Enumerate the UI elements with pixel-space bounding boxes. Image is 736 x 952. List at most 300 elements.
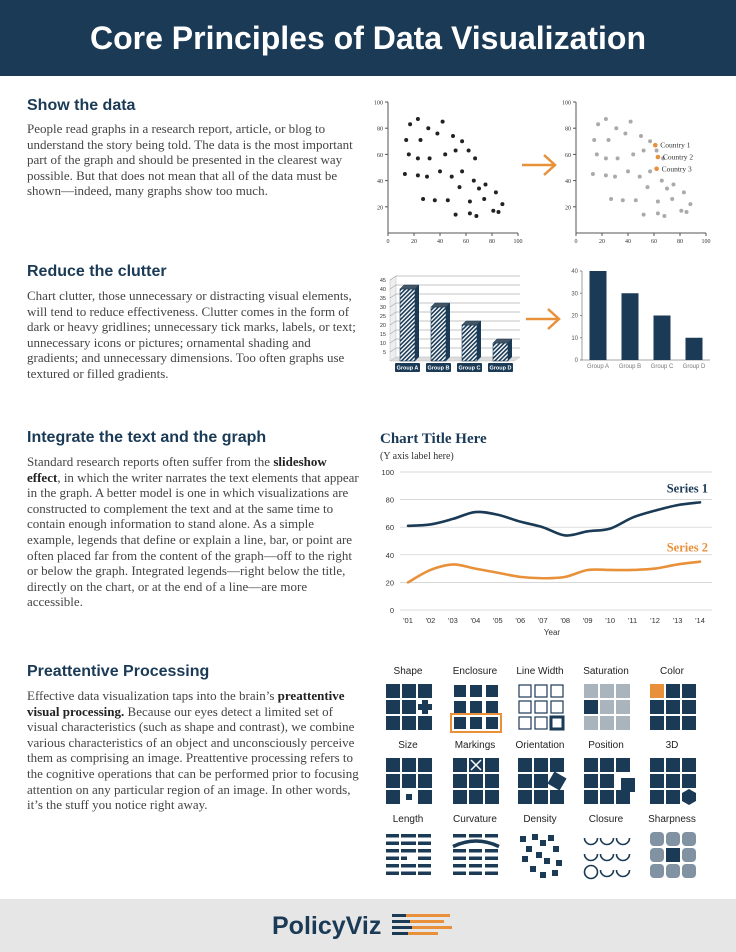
- data-point: [642, 213, 646, 217]
- x-tick-label: 100: [513, 239, 523, 245]
- open-circle: [585, 854, 598, 861]
- preattentive-label: Saturation: [583, 666, 629, 677]
- data-point: [607, 138, 611, 142]
- bar: [401, 834, 416, 838]
- square: [386, 700, 400, 714]
- y-tick-label: 40: [565, 179, 571, 186]
- y-tick-label: 30: [379, 305, 386, 311]
- cluttered-3d-bar-chart: [366, 268, 526, 380]
- outlined-square: [551, 685, 563, 697]
- square: [584, 684, 598, 698]
- square: [600, 700, 614, 714]
- bar: [386, 849, 399, 853]
- x-tick-label: 0: [386, 239, 390, 245]
- bar: [485, 872, 498, 876]
- dot: [536, 852, 542, 858]
- dot: [540, 840, 546, 846]
- section-title-reduce-clutter: Reduce the clutter: [27, 263, 167, 280]
- square: [666, 790, 680, 804]
- data-point: [416, 173, 420, 177]
- policyviz-logo: PolicyViz: [272, 912, 382, 940]
- bar: [418, 849, 431, 853]
- data-point: [454, 148, 458, 152]
- data-point: [604, 173, 608, 177]
- data-point: [438, 169, 442, 173]
- open-circle: [601, 838, 614, 845]
- section-title-show-data: Show the data: [27, 97, 136, 114]
- y-tick-label: 80: [377, 126, 383, 133]
- square: [682, 758, 696, 772]
- x-tick-label: '01: [403, 616, 413, 625]
- highlighted-point: [656, 155, 661, 160]
- data-point: [472, 179, 476, 183]
- preattentive-label: Line Width: [516, 666, 564, 677]
- x-tick-label: '08: [560, 616, 571, 625]
- data-point: [428, 156, 432, 160]
- y-tick-label: 45: [379, 278, 386, 284]
- bar: [453, 849, 466, 853]
- highlighted-point: [654, 167, 659, 172]
- data-point: [425, 175, 429, 179]
- data-point: [616, 156, 620, 160]
- preattentive-cell-shape: [386, 666, 432, 730]
- data-point: [672, 183, 676, 187]
- square: [550, 758, 564, 772]
- open-circle: [585, 838, 598, 845]
- square: [486, 701, 498, 713]
- preattentive-label: Orientation: [515, 740, 565, 751]
- blurred-square: [682, 848, 696, 862]
- square: [600, 774, 614, 788]
- data-point: [682, 190, 686, 194]
- square: [454, 717, 466, 729]
- x-tick-label: '07: [537, 616, 548, 625]
- square: [584, 758, 598, 772]
- x-tick-label: '06: [515, 616, 526, 625]
- bar: [485, 857, 498, 861]
- bar: [401, 864, 416, 868]
- bar: [386, 857, 399, 861]
- data-point: [454, 213, 458, 217]
- bar: [469, 834, 482, 838]
- bar: [386, 872, 399, 876]
- square: [453, 758, 467, 772]
- y-tick-label: 25: [379, 314, 386, 320]
- square: [402, 684, 416, 698]
- square: [650, 758, 664, 772]
- dot: [556, 860, 562, 866]
- dot: [530, 866, 536, 872]
- data-point: [595, 152, 599, 156]
- data-point: [491, 209, 495, 213]
- y-tick-label: 5: [382, 350, 386, 356]
- square: [666, 716, 680, 730]
- data-point: [639, 134, 643, 138]
- open-circle: [601, 870, 614, 877]
- square: [550, 790, 564, 804]
- square: [485, 790, 499, 804]
- square: [616, 684, 630, 698]
- square: [534, 758, 548, 772]
- data-point: [656, 211, 660, 215]
- chart-subtitle: (Y axis label here): [380, 451, 454, 462]
- square: [584, 700, 598, 714]
- x-tick-label: 60: [651, 239, 657, 245]
- bar: [453, 834, 466, 838]
- x-tick-label: 80: [677, 239, 683, 245]
- y-tick-label: 100: [374, 100, 383, 107]
- bar: [418, 834, 431, 838]
- square: [666, 700, 680, 714]
- bar: [418, 872, 431, 876]
- data-point: [460, 139, 464, 143]
- square: [650, 774, 664, 788]
- square: [682, 716, 696, 730]
- page-title: Core Principles of Data Visualization: [90, 20, 646, 56]
- square: [518, 758, 532, 772]
- bar-front: [493, 343, 508, 361]
- x-tick-label: '13: [672, 616, 683, 625]
- bar: [386, 834, 399, 838]
- bar: [453, 872, 466, 876]
- legend-label: Country 1: [660, 140, 691, 150]
- bar-front: [462, 325, 477, 361]
- square: [454, 701, 466, 713]
- data-point: [614, 126, 618, 130]
- preattentive-label: Length: [392, 814, 424, 825]
- data-point: [484, 183, 488, 187]
- preattentive-label: Closure: [588, 814, 624, 825]
- bar: [401, 872, 416, 876]
- data-point: [500, 202, 504, 206]
- bar-side: [477, 321, 481, 361]
- preattentive-cell-curvature: [453, 814, 499, 875]
- square: [453, 774, 467, 788]
- data-point: [419, 138, 423, 142]
- preattentive-label: Markings: [454, 740, 496, 751]
- blurred-square: [650, 832, 664, 846]
- bar: [418, 864, 431, 868]
- preattentive-attributes-grid: [370, 660, 730, 885]
- arrow-icon: [520, 150, 560, 180]
- rotated-square: [547, 771, 566, 790]
- square: [418, 684, 432, 698]
- y-tick-label: 60: [565, 152, 571, 159]
- data-point: [655, 148, 659, 152]
- preattentive-cell-sharpness: [648, 814, 696, 878]
- category-label: Group D: [682, 364, 706, 370]
- x-tick-label: '02: [425, 616, 436, 625]
- data-point: [477, 186, 481, 190]
- square: [616, 758, 630, 772]
- square: [682, 684, 696, 698]
- x-tick-label: '12: [650, 616, 660, 625]
- square: [518, 774, 532, 788]
- data-point: [648, 139, 652, 143]
- cluttered-scatter-chart: [368, 95, 528, 245]
- square: [616, 700, 630, 714]
- data-point: [613, 175, 617, 179]
- section-body-integrate: Standard research reports often suffer from the slideshow effect, in which the writer narrates the text elements that appear in the graph. A better model is one in which visualizations are constructed to complement the text and at the same time to contain enough information to stand alone. As a simple example, legends that define or explain a line, bar, or point are often placed far from the content of the graph—off to the right or below the graph. Integrated legends—right below the title, directly on the chart, or at the end of a line—are more accessible.: [27, 454, 359, 610]
- x-tick-label: 20: [411, 239, 417, 245]
- dot: [520, 836, 526, 842]
- square: [469, 790, 483, 804]
- square: [402, 700, 416, 714]
- y-tick-label: 20: [565, 205, 571, 212]
- preattentive-cell-markings: [453, 740, 499, 804]
- square: [486, 717, 498, 729]
- data-point: [441, 120, 445, 124]
- preattentive-cell-3d: [650, 740, 696, 805]
- square: [666, 774, 680, 788]
- bar: [485, 864, 498, 868]
- preattentive-label: Density: [523, 814, 557, 825]
- clean-bar-chart: [560, 262, 720, 376]
- square: [600, 758, 614, 772]
- bar-front: [431, 307, 446, 361]
- preattentive-cell-position: [584, 740, 635, 804]
- y-tick-label: 15: [379, 332, 386, 338]
- outlined-square: [535, 701, 547, 713]
- square: [402, 774, 416, 788]
- data-point: [404, 138, 408, 142]
- square: [666, 758, 680, 772]
- bar-front: [400, 289, 415, 361]
- square: [616, 716, 630, 730]
- square: [386, 790, 400, 804]
- data-point: [433, 198, 437, 202]
- category-label: Group C: [458, 365, 481, 372]
- legend-label: Country 3: [661, 164, 692, 174]
- square: [486, 685, 498, 697]
- data-point: [591, 172, 595, 176]
- outlined-square: [551, 701, 563, 713]
- outlined-square: [551, 717, 563, 729]
- x-tick-label: 20: [599, 239, 605, 245]
- data-point: [596, 122, 600, 126]
- series-line: [408, 502, 700, 535]
- category-label: Group C: [650, 364, 674, 370]
- square: [453, 790, 467, 804]
- square: [682, 774, 696, 788]
- data-point: [482, 197, 486, 201]
- square: [402, 716, 416, 730]
- data-point: [604, 156, 608, 160]
- preattentive-label: 3D: [665, 740, 679, 751]
- data-point: [592, 138, 596, 142]
- data-point: [634, 198, 638, 202]
- square: [682, 700, 696, 714]
- data-point: [451, 134, 455, 138]
- data-point: [416, 117, 420, 121]
- dot: [548, 835, 554, 841]
- preattentive-label: Size: [398, 740, 418, 751]
- data-point: [679, 209, 683, 213]
- data-point: [688, 202, 692, 206]
- preattentive-cell-line-width: [516, 666, 563, 729]
- y-tick-label: 40: [385, 550, 394, 560]
- square: [534, 774, 548, 788]
- preattentive-cell-color: [650, 666, 696, 730]
- data-point: [604, 117, 608, 121]
- category-label: Group A: [396, 365, 419, 372]
- data-point: [494, 190, 498, 194]
- square: [418, 758, 432, 772]
- preattentive-cell-saturation: [583, 666, 630, 730]
- x-tick-label: '05: [492, 616, 503, 625]
- y-tick-label: 100: [381, 468, 394, 477]
- line-chart: [366, 424, 721, 640]
- curved-line: [453, 841, 499, 847]
- bar: [418, 857, 431, 861]
- data-point: [497, 210, 501, 214]
- data-point: [407, 152, 411, 156]
- x-tick-label: '09: [582, 616, 593, 625]
- x-tick-label: 60: [463, 239, 469, 245]
- preattentive-label: Shape: [393, 666, 423, 677]
- blurred-square: [650, 848, 664, 862]
- bar: [386, 864, 399, 868]
- category-label: Group B: [618, 364, 642, 370]
- section-body-preattentive: Effective data visualization taps into the brain’s preattentive visual processing. Because our eyes detect a limited set of visual characteristics (such as shape and contrast), we combine various characteristics of an object and unconsciously perceive them as comprising an image. Preattentive processing refers to the cognitive operations that can be performed prior to focusing attention on any particular region of an image. In other words, it’s the stuff you notice right away.: [27, 688, 359, 813]
- y-tick-label: 60: [377, 152, 383, 159]
- x-tick-label: '10: [605, 616, 616, 625]
- square: [470, 717, 482, 729]
- square: [584, 790, 598, 804]
- series-label: Series 2: [666, 540, 708, 555]
- square: [418, 716, 432, 730]
- data-point: [468, 211, 472, 215]
- y-tick-label: 30: [571, 291, 578, 298]
- square: [616, 790, 630, 804]
- square: [600, 684, 614, 698]
- square: [584, 774, 598, 788]
- highlighted-scatter-chart: [556, 95, 726, 245]
- y-tick-label: 40: [379, 287, 386, 293]
- preattentive-label: Enclosure: [452, 666, 498, 677]
- blurred-square: [682, 864, 696, 878]
- section-body-show-data: People read graphs in a research report, article, or blog to understand the story being told. The data is the most important part of the graph and should be presented in the clearest way possible. But that does not mean that all of the data must be shown—indeed, many graphs show too much.: [27, 121, 353, 199]
- y-tick-label: 0: [389, 606, 394, 615]
- square: [386, 758, 400, 772]
- bar: [453, 864, 466, 868]
- data-point: [474, 214, 478, 218]
- data-point: [421, 197, 425, 201]
- data-point: [621, 198, 625, 202]
- square: [386, 716, 400, 730]
- blurred-square: [666, 832, 680, 846]
- square: [402, 758, 416, 772]
- data-point: [460, 169, 464, 173]
- y-tick-label: 20: [385, 578, 394, 588]
- data-point: [473, 156, 477, 160]
- square: [518, 790, 532, 804]
- square: [386, 774, 400, 788]
- square: [600, 790, 614, 804]
- data-point: [458, 185, 462, 189]
- outlined-square: [535, 685, 547, 697]
- data-point: [656, 200, 660, 204]
- category-label: Group D: [489, 365, 512, 372]
- dot: [544, 858, 550, 864]
- series-label: Series 1: [666, 481, 708, 496]
- x-tick-label: '04: [470, 616, 481, 625]
- preattentive-cell-density: [520, 814, 562, 878]
- y-tick-label: 10: [571, 335, 578, 342]
- open-circle: [601, 854, 614, 861]
- data-point: [446, 198, 450, 202]
- cross-shape: [418, 700, 432, 714]
- data-point: [416, 156, 420, 160]
- outlined-square: [535, 717, 547, 729]
- x-tick-label: '03: [448, 616, 458, 625]
- category-label: Group B: [427, 365, 450, 372]
- preattentive-cell-length: [386, 814, 431, 875]
- section-title-integrate: Integrate the text and the graph: [27, 429, 267, 446]
- square: [470, 701, 482, 713]
- bar: [469, 849, 482, 853]
- square: [650, 700, 664, 714]
- square: [485, 774, 499, 788]
- data-point: [638, 175, 642, 179]
- highlighted-point: [653, 143, 658, 148]
- y-tick-label: 10: [379, 341, 386, 347]
- data-point: [408, 122, 412, 126]
- data-point: [642, 148, 646, 152]
- side-wall: [390, 276, 396, 361]
- bar: [654, 316, 671, 361]
- data-point: [435, 131, 439, 135]
- section-body-reduce-clutter: Chart clutter, those unnecessary or distracting visual elements, will tend to reduce effectiveness. Clutter comes in the form of dark or heavy gridlines; unnecessary tick marks, labels, or text; unnecessary icons or pictures; ornamental shading and gradients; and unnecessary dimensions. Too often graphs use textured or filled gradients.: [27, 288, 356, 381]
- bar-side: [446, 303, 450, 361]
- blurred-square: [650, 864, 664, 878]
- bar: [401, 849, 416, 853]
- data-point: [629, 120, 633, 124]
- data-point: [623, 131, 627, 135]
- dot: [552, 870, 558, 876]
- square: [469, 774, 483, 788]
- preattentive-label: Sharpness: [648, 814, 696, 825]
- preattentive-cell-orientation: [516, 740, 567, 804]
- x-axis-label: Year: [543, 628, 561, 637]
- legend-label: Country 2: [662, 152, 694, 162]
- x-tick-label: 40: [625, 239, 631, 245]
- data-point: [648, 169, 652, 173]
- y-tick-label: 60: [385, 523, 394, 533]
- bar: [401, 842, 416, 846]
- closed-circle: [585, 866, 598, 879]
- preattentive-cell-closure: [585, 814, 630, 879]
- y-tick-label: 20: [377, 205, 383, 212]
- bar: [590, 271, 607, 360]
- y-tick-label: 0: [574, 358, 578, 364]
- square: [454, 685, 466, 697]
- dot: [540, 872, 546, 878]
- category-label: Group A: [586, 364, 610, 370]
- data-point: [626, 169, 630, 173]
- x-tick-label: '14: [695, 616, 705, 625]
- open-circle: [617, 854, 630, 861]
- square: [600, 716, 614, 730]
- data-point: [426, 126, 430, 130]
- bar-side: [415, 285, 419, 361]
- x-tick-label: '11: [628, 616, 638, 625]
- y-tick-label: 20: [379, 323, 386, 329]
- series-line: [408, 562, 700, 583]
- outlined-square: [519, 701, 531, 713]
- blurred-square: [666, 864, 680, 878]
- square: [418, 774, 432, 788]
